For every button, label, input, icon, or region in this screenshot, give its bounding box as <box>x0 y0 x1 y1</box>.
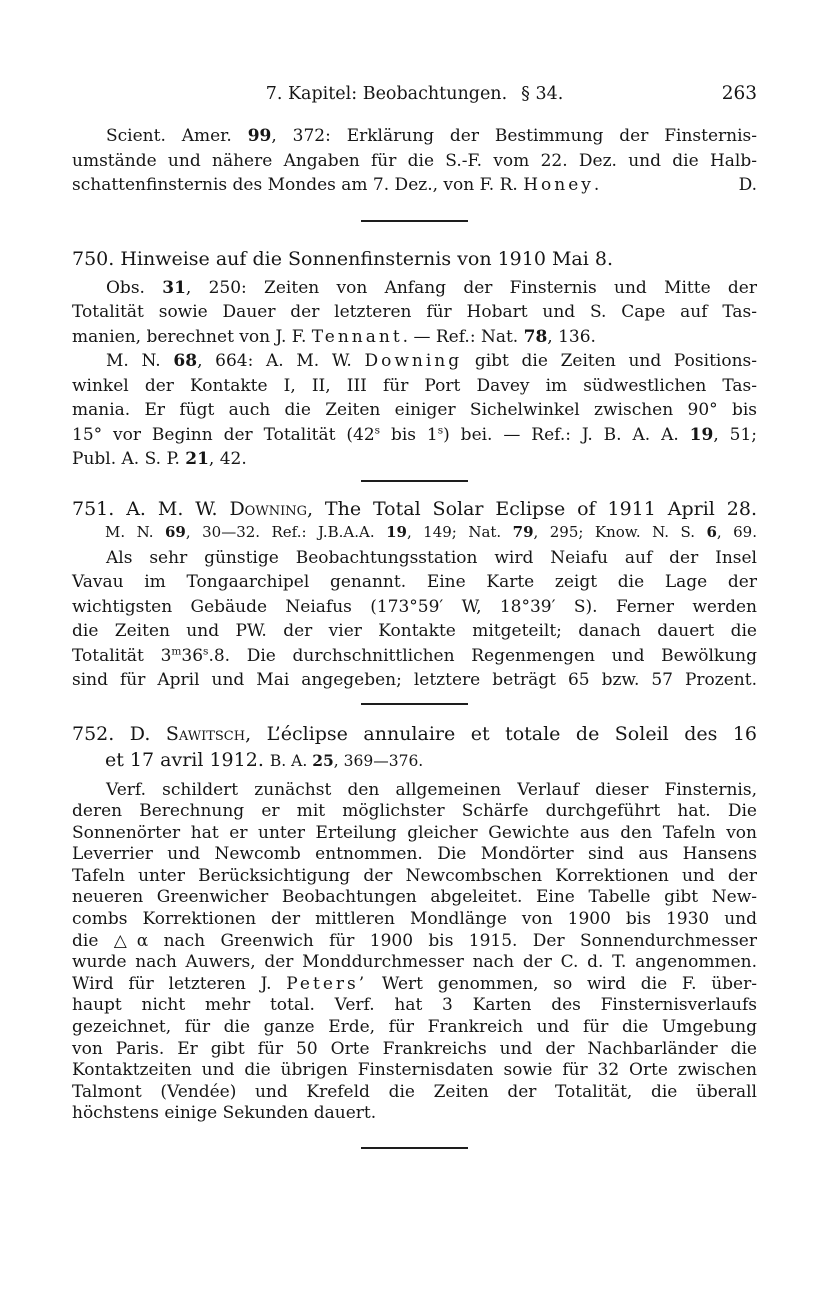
text-segment: 68 <box>173 351 198 371</box>
text-segment: et 17 avril 1912. <box>105 748 270 771</box>
text-segment: 31 <box>162 277 186 298</box>
text-segment: Tafeln unter Berücksichtigung der Newcombschen Korrektionen und der <box>72 865 757 886</box>
text-segment: gibt die Zeiten und Positions- <box>462 351 758 371</box>
text-segment: s <box>203 644 209 657</box>
text-segment: Sonnenörter hat er unter Erteilung gleicher Gewichte aus den Tafeln von <box>72 822 757 843</box>
text-line <box>72 374 757 399</box>
text-segment: 751. A. M. W. <box>72 497 230 520</box>
text-line <box>72 747 757 774</box>
text-line <box>72 124 757 149</box>
text-segment: Wird für letzteren J. <box>72 973 287 994</box>
text-segment: 19 <box>689 424 714 445</box>
text-line <box>72 931 757 953</box>
text-segment: 79 <box>512 522 534 541</box>
text-segment: Totalität 3 <box>72 645 172 666</box>
text-segment: 21 <box>185 449 209 469</box>
text-segment: mania. Er fügt auch die Zeiten einiger Sichelwinkel zwischen 90° bis <box>72 400 757 420</box>
text-line <box>72 300 757 325</box>
text-segment: höchstens einige Sekunden dauert. <box>72 1103 377 1124</box>
text-segment: Scient. Amer. <box>106 126 248 146</box>
text-line <box>72 496 757 522</box>
text-line <box>72 546 757 571</box>
text-line <box>72 246 757 272</box>
text-segment: , 42. <box>208 449 247 469</box>
entry-752-heading <box>72 721 757 774</box>
text-line <box>72 570 757 595</box>
text-line <box>72 325 757 350</box>
text-segment: neueren Greenwicher Beobachtungen abgeleitet. Eine Tabelle gibt New- <box>72 887 757 908</box>
text-segment: B. A. <box>269 751 313 770</box>
page-number: 263 <box>721 83 757 104</box>
text-segment: . <box>593 175 600 195</box>
text-line <box>72 866 757 888</box>
entry-751-reference <box>72 522 757 542</box>
section-divider <box>361 220 468 222</box>
text-segment: Tennant <box>311 326 403 347</box>
text-line <box>72 447 757 472</box>
text-segment: 99 <box>247 126 272 146</box>
text-segment: s <box>374 423 381 436</box>
text-line <box>72 149 757 174</box>
reviewer-initial: D. <box>738 175 757 195</box>
text-segment: bis 1 <box>380 424 438 445</box>
text-line <box>72 1082 757 1104</box>
text-line <box>72 1017 757 1039</box>
text-segment: 69 <box>165 522 186 541</box>
text-segment: die △α nach Greenwich für 1900 bis 1915. Der Sonnendurchmesser <box>72 930 757 951</box>
text-segment: , 69. <box>716 522 757 541</box>
text-segment: m <box>171 644 182 657</box>
text-line <box>72 276 757 301</box>
text-segment: , 149; Nat. <box>406 522 513 541</box>
text-segment: wichtigsten Gebäude Neiafus (173°59′ W, 18°39′ S). Ferner werden <box>72 596 757 617</box>
text-line <box>72 721 757 747</box>
text-segment: Sawitsch <box>165 722 246 745</box>
text-segment: Peters’ <box>286 973 368 994</box>
text-line <box>72 909 757 931</box>
section-divider <box>361 703 468 705</box>
text-segment: 25 <box>312 750 334 770</box>
text-segment: , 250: Zeiten von Anfang der Finsternis und Mitte der <box>185 277 757 298</box>
entry-751-para <box>72 546 757 693</box>
text-line <box>72 823 757 845</box>
entry-752-para <box>72 780 757 1126</box>
text-segment: , 136. <box>547 326 596 347</box>
text-line <box>72 522 757 542</box>
text-line <box>72 1103 757 1125</box>
text-segment: die Zeiten und PW. der vier Kontakte mitgeteilt; danach dauert die <box>72 621 757 641</box>
text-segment: .8. Die durchschnittlichen Regenmengen und Bewölkung <box>208 645 757 666</box>
text-segment: , 372: Erklärung der Bestimmung der Finsternis- <box>271 126 757 146</box>
section-mark: § 34. <box>521 84 564 104</box>
entry-749-review <box>72 124 757 198</box>
chapter-title: 7. Kapitel: Beobachtungen. <box>265 84 508 104</box>
text-segment: Downing <box>364 351 463 371</box>
text-segment: Kontaktzeiten und die übrigen Finsternisdaten sowie für 32 Orte zwischen <box>72 1060 757 1081</box>
text-segment: Publ. A. S. P. <box>72 449 186 469</box>
text-line <box>72 995 757 1017</box>
text-line <box>72 423 757 448</box>
text-segment: , L’éclipse annulaire et totale de Soleil des 16 <box>245 722 758 745</box>
text-segment: Leverrier und Newcomb entnommen. Die Mondörter sind aus Hansens <box>72 844 757 865</box>
text-line <box>72 398 757 423</box>
text-segment: Verf. schildert zunächst den allgemeinen Verlauf dieser Finsternis, <box>106 779 757 800</box>
text-line <box>72 780 757 802</box>
text-segment: gezeichnet, für die ganze Erde, für Frankreich und für die Umgebung <box>72 1017 757 1038</box>
text-line <box>72 619 757 644</box>
text-segment: 78 <box>523 326 548 347</box>
text-segment: ) bei. — Ref.: J. B. A. A. <box>443 424 690 445</box>
entry-751-heading <box>72 496 757 522</box>
text-segment: wurde nach Auwers, der Monddurchmesser nach der C. d. T. angenommen. <box>72 952 757 973</box>
text-line <box>72 887 757 909</box>
text-segment: , 51; <box>713 424 757 445</box>
text-segment: winkel der Kontakte I, II, III für Port Davey im südwestlichen Tas- <box>72 375 757 396</box>
text-segment: , 30—32. Ref.: J.B.A.A. <box>185 522 387 541</box>
text-line <box>72 952 757 974</box>
text-segment: deren Berechnung er mit möglichster Schärfe durchgeführt hat. Die <box>72 801 757 822</box>
text-segment: Talmont (Vendée) und Krefeld die Zeiten der Totalität, die überall <box>72 1081 757 1102</box>
entry-750-heading <box>72 246 757 272</box>
text-segment: 6 <box>706 522 717 541</box>
text-segment: Totalität sowie Dauer der letzteren für Hobart und S. Cape auf Tas- <box>72 302 757 322</box>
page-body <box>72 124 757 1149</box>
text-line <box>72 349 757 374</box>
text-line <box>72 844 757 866</box>
text-segment: haupt nicht mehr total. Verf. hat 3 Karten des Finsternisverlaufs <box>72 995 757 1016</box>
text-line <box>72 974 757 996</box>
text-segment: Downing <box>229 497 307 520</box>
text-segment: M. N. <box>106 351 174 371</box>
text-segment: schattenfinsternis des Mondes am 7. Dez., von F. R. <box>72 175 524 195</box>
entry-750-para-2 <box>72 349 757 472</box>
text-segment: combs Korrektionen der mittleren Mondlänge von 1900 bis 1930 und <box>72 909 757 930</box>
text-line <box>72 1060 757 1082</box>
text-line <box>72 668 757 693</box>
text-segment: 15° vor Beginn der Totalität (42 <box>72 424 375 445</box>
text-segment: von Paris. Er gibt für 50 Orte Frankreichs und der Nachbarländer die <box>72 1038 757 1059</box>
text-segment: sind für April und Mai angegeben; letztere beträgt 65 bzw. 57 Prozent. <box>72 670 757 690</box>
entry-750-para-1 <box>72 276 757 350</box>
text-segment: Als sehr günstige Beobachtungsstation wird Neiafu auf der Insel <box>106 547 757 568</box>
text-segment: , 295; Know. N. S. <box>533 522 707 541</box>
section-divider <box>361 1147 468 1149</box>
text-line <box>72 595 757 620</box>
section-divider <box>361 480 468 482</box>
text-segment: . — Ref.: Nat. <box>402 326 524 347</box>
text-segment: 750. Hinweise auf die Sonnenfinsternis von 1910 Mai 8. <box>72 247 614 270</box>
text-segment: manien, berechnet von J. F. <box>72 326 312 347</box>
text-segment: Vavau im Tongaarchipel genannt. Eine Karte zeigt die Lage der <box>72 572 757 592</box>
text-segment: 752. D. <box>72 722 166 745</box>
text-segment: Obs. <box>106 277 163 298</box>
text-segment: Honey <box>523 175 594 195</box>
text-line <box>72 801 757 823</box>
text-line <box>72 173 757 198</box>
text-segment: M. N. <box>105 522 165 541</box>
text-segment: , 664: A. M. W. <box>197 351 365 371</box>
text-segment: 36 <box>181 645 204 666</box>
text-segment: , 369—376. <box>333 751 424 770</box>
text-line <box>72 1039 757 1061</box>
text-segment: , The Total Solar Eclipse of 1911 April 28. <box>306 497 757 520</box>
text-segment: 19 <box>386 522 407 541</box>
text-segment: s <box>437 423 444 436</box>
text-segment: umstände und nähere Angaben für die S.-F. vom 22. Dez. und die Halb- <box>72 150 757 171</box>
text-segment: Wert genommen, so wird die F. über- <box>367 973 757 994</box>
page-header <box>72 84 757 106</box>
text-line <box>72 644 757 669</box>
